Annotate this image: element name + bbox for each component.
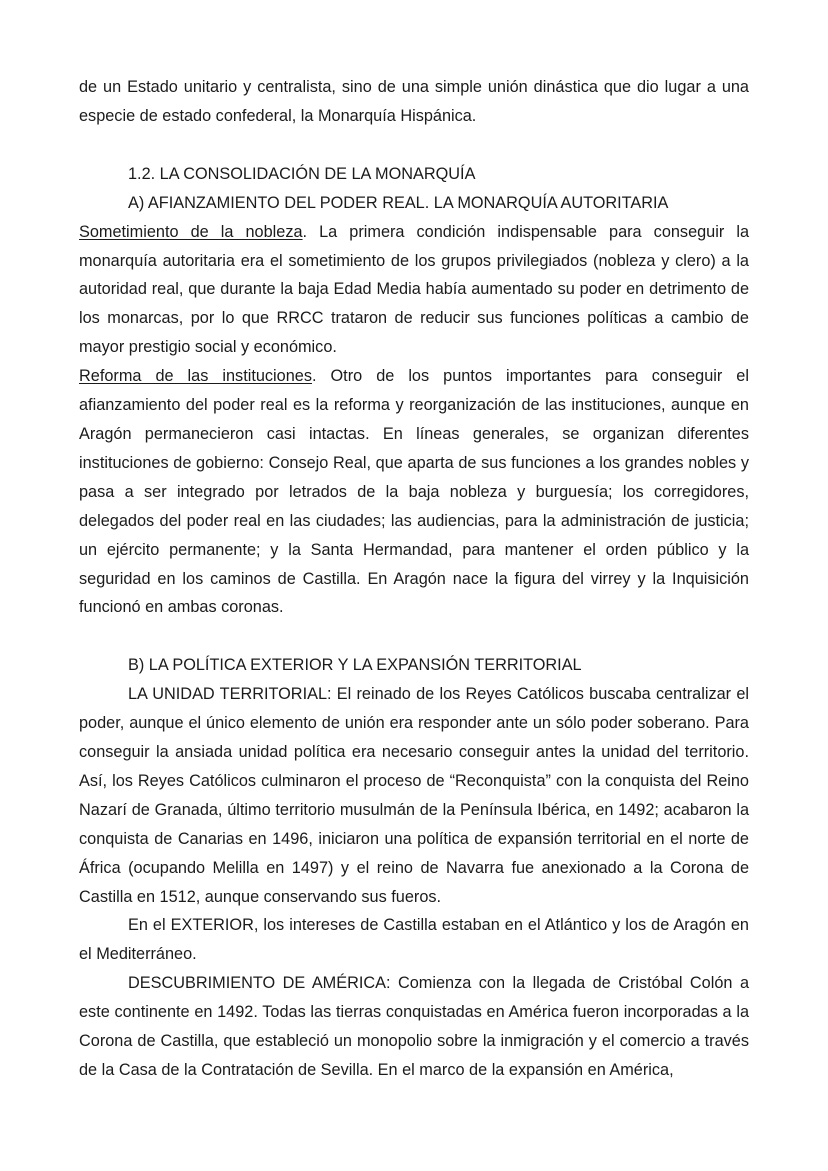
paragraph-exterior: En el EXTERIOR, los intereses de Castilla estaban en el Atlántico y los de Aragón en el Mediterráneo. (79, 916, 749, 964)
paragraph-unidad-territorial: LA UNIDAD TERRITORIAL: El reinado de los Reyes Católicos buscaba centralizar el poder, aunque el único elemento de unión era responder ante un sólo poder soberano. Para conseguir la ansiada unidad política era necesario conseguir antes la unidad del territorio. Así, los Reyes Católicos culminaron el proceso de “Reconquista” con la conquista del Reino Nazarí de Granada, último territorio musulmán de la Península Ibérica, en 1492; acabaron la conquista de Canarias en 1496, iniciaron una política de expansión territorial en el norte de África (ocupando Melilla en 1497) y el reino de Navarra fue anexionado a la Corona de Castilla en 1512, aunque conservando sus fueros. (79, 685, 749, 906)
paragraph-gap (79, 131, 749, 160)
paragraph-sometimiento (79, 218, 749, 363)
paragraph-descubrimiento: DESCUBRIMIENTO DE AMÉRICA: Comienza con la llegada de Cristóbal Colón a este continente en 1492. Todas las tierras conquistadas en América fueron incorporadas a la Corona de Castilla, que estableció un monopolio sobre la inmigración y el comercio a través de la Casa de la Contratación de Sevilla. En el marco de la expansión en América, (79, 974, 749, 1079)
underlined-lead-reforma: Reforma de las instituciones (79, 367, 312, 386)
intro-paragraph: de un Estado unitario y centralista, sino de una simple unión dinástica que dio lugar a una especie de estado confederal, la Monarquía Hispánica. (79, 78, 749, 125)
paragraph-gap (79, 622, 749, 651)
subsection-heading-b: B) LA POLÍTICA EXTERIOR Y LA EXPANSIÓN TERRITORIAL (128, 656, 582, 675)
paragraph-sometimiento-text: . La primera condición indispensable para conseguir la monarquía autoritaria era el sometimiento de los grupos privilegiados (nobleza y clero) a la autoridad real, que durante la baja Edad Media había aumentado su poder en detrimento de los monarcas, por lo que RRCC trataron de reducir sus funciones políticas a cambio de mayor prestigio social y económico. (79, 222, 749, 357)
section-heading-1-2: 1.2. LA CONSOLIDACIÓN DE LA MONARQUÍA (128, 164, 476, 183)
subsection-heading-a: A) AFIANZAMIENTO DEL PODER REAL. LA MONARQUÍA AUTORITARIA (128, 193, 669, 212)
paragraph-reforma-text: . Otro de los puntos importantes para conseguir el afianzamiento del poder real es la reforma y reorganización de las instituciones, aunque en Aragón permanecieron casi intactas. En líneas generales, se organizan diferentes instituciones de gobierno: Consejo Real, que aparta de sus funciones a los grandes nobles y pasa a ser integrado por letrados de la baja nobleza y burguesía; los corregidores, delegados del poder real en las ciudades; las audiencias, para la administración de justicia; un ejército permanente; y la Santa Hermandad, para mantener el orden público y la seguridad en los caminos de Castilla. En Aragón nace la figura del virrey y la Inquisición funcionó en ambas coronas. (79, 367, 749, 617)
document-page (79, 73, 749, 1085)
underlined-lead-sometimiento: Sometimiento de la nobleza (79, 222, 303, 241)
paragraph-reforma (79, 362, 749, 622)
